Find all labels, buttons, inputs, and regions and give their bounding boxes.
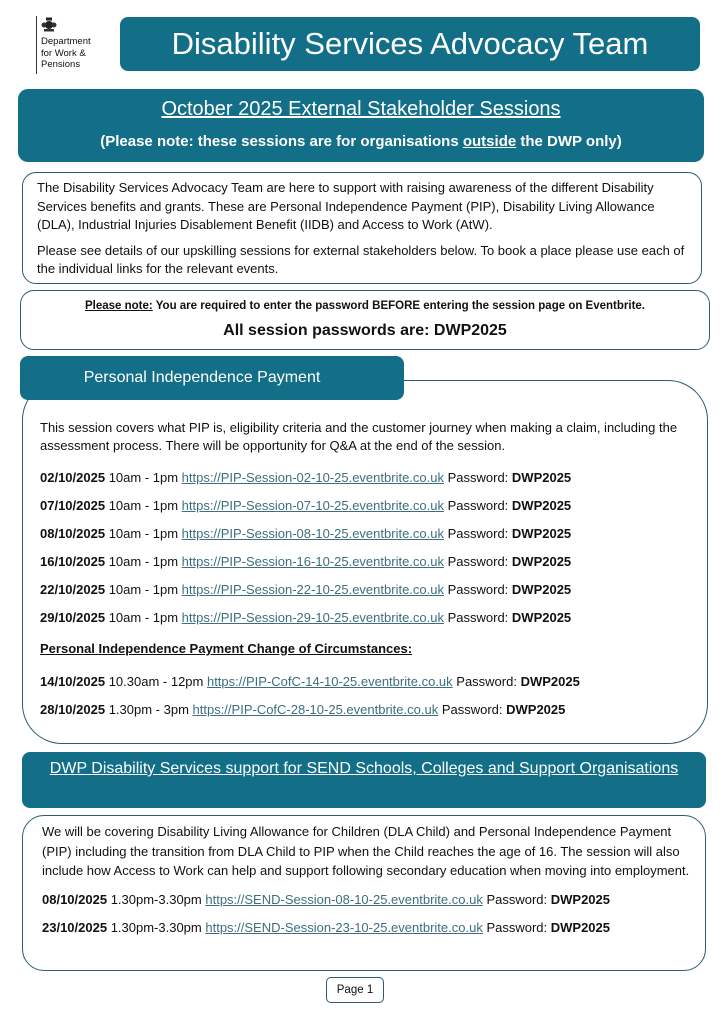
sessions-banner: [18, 89, 704, 162]
password-note-label: Please note:: [84, 300, 153, 312]
session-password: DWP2025: [550, 891, 610, 907]
session-date: 07/10/2025: [40, 498, 106, 513]
password-label: Password:: [443, 498, 512, 513]
session-link[interactable]: https://PIP-Session-16-10-25.eventbrite.co.uk: [181, 554, 444, 569]
password-label: Password:: [443, 470, 512, 485]
logo-divider: [36, 16, 37, 74]
send-content: [42, 822, 692, 942]
intro-paragraph: The Disability Services Advocacy Team are here to support with raising awareness of the different Disability Services benefits and grants. These are Personal Independence Payment (PIP), Disability Living Allowance (DLA), Industrial Injuries Disablement Benefit (IIDB) and Access to Work (AtW).: [37, 180, 655, 232]
session-date: 16/10/2025: [40, 554, 106, 569]
session-link[interactable]: https://SEND-Session-08-10-25.eventbrite.co.uk: [205, 891, 483, 907]
banner-note-prefix: (Please note: these sessions are for organisations: [100, 133, 463, 150]
session-time: 10am - 1pm: [105, 554, 182, 569]
session-link[interactable]: https://SEND-Session-23-10-25.eventbrite.co.uk: [205, 919, 483, 935]
session-password: DWP2025: [511, 554, 572, 569]
session-row: [40, 696, 690, 724]
page-title: Disability Services Advocacy Team: [120, 17, 700, 71]
session-time: 10.30am - 12pm: [105, 674, 207, 689]
intro-panel: [22, 172, 702, 284]
session-date: 23/10/2025: [42, 919, 108, 935]
password-label: Password:: [438, 702, 507, 717]
all-passwords: All session passwords are: DWP2025: [223, 322, 507, 339]
session-password: DWP2025: [520, 674, 580, 689]
session-time: 1.30pm-3.30pm: [107, 891, 206, 907]
session-time: 1.30pm - 3pm: [105, 702, 193, 717]
password-label: Password:: [443, 554, 512, 569]
session-time: 10am - 1pm: [105, 470, 182, 485]
cofc-heading: Personal Independence Payment Change of Circumstances:: [40, 641, 413, 656]
banner-note-emphasis: outside: [462, 133, 517, 150]
password-label: Password:: [443, 582, 512, 597]
session-time: 10am - 1pm: [105, 610, 182, 625]
session-password: DWP2025: [511, 610, 572, 625]
pip-session-list: [40, 464, 690, 632]
logo-text: Department for Work & Pensions: [41, 36, 91, 70]
session-date: 14/10/2025: [40, 674, 106, 689]
session-date: 22/10/2025: [40, 582, 106, 597]
session-link[interactable]: https://PIP-Session-08-10-25.eventbrite.co.uk: [181, 526, 444, 541]
session-password: DWP2025: [506, 702, 566, 717]
session-link[interactable]: https://PIP-Session-02-10-25.eventbrite.co.uk: [181, 470, 444, 485]
royal-crest-icon: [41, 17, 57, 33]
password-label: Password:: [482, 919, 551, 935]
session-time: 1.30pm-3.30pm: [107, 919, 206, 935]
pip-description: This session covers what PIP is, eligibility criteria and the customer journey when making a claim, including the assessment process. There will be opportunity for Q&A at the end of the session.: [40, 420, 678, 453]
page-number: Page 1: [326, 977, 384, 1003]
dwp-logo: [36, 16, 116, 78]
session-link[interactable]: https://PIP-CofC-14-10-25.eventbrite.co.uk: [206, 674, 453, 689]
session-row: [42, 914, 692, 942]
session-password: DWP2025: [550, 919, 610, 935]
session-row: [40, 492, 690, 520]
session-date: 08/10/2025: [42, 891, 108, 907]
session-time: 10am - 1pm: [105, 498, 182, 513]
session-time: 10am - 1pm: [105, 526, 182, 541]
send-session-list: [42, 886, 692, 942]
session-password: DWP2025: [511, 470, 572, 485]
session-row: [40, 464, 690, 492]
send-heading: DWP Disability Services support for SEND Schools, Colleges and Support Organisations: [49, 760, 679, 777]
password-label: Password:: [452, 674, 521, 689]
password-label: Password:: [482, 891, 551, 907]
password-label: Password:: [443, 610, 512, 625]
password-note-text: You are required to enter the password BEFORE entering the session page on Eventbrite.: [152, 300, 645, 312]
session-row: [42, 886, 692, 914]
session-link[interactable]: https://PIP-Session-22-10-25.eventbrite.co.uk: [181, 582, 444, 597]
pip-section-tab: Personal Independence Payment: [20, 356, 404, 400]
pip-content: [40, 419, 690, 724]
session-link[interactable]: https://PIP-Session-29-10-25.eventbrite.co.uk: [181, 610, 444, 625]
cofc-session-list: [40, 668, 690, 724]
session-password: DWP2025: [511, 498, 572, 513]
banner-heading: October 2025 External Stakeholder Sessions: [161, 98, 561, 120]
session-password: DWP2025: [511, 582, 572, 597]
session-row: [40, 604, 690, 632]
session-row: [40, 520, 690, 548]
session-date: 02/10/2025: [40, 470, 106, 485]
session-row: [40, 668, 690, 696]
session-link[interactable]: https://PIP-Session-07-10-25.eventbrite.co.uk: [181, 498, 444, 513]
send-description: We will be covering Disability Living Allowance for Children (DLA Child) and Personal Independence Payment (PIP) including the transition from DLA Child to PIP when the Child reaches the age of 16. The session will also include how Access to Work can help and support following secondary education when moving into employment.: [42, 824, 690, 878]
intro-paragraph: Please see details of our upskilling sessions for external stakeholders below. To book a place please use each of the individual links for the relevant events.: [37, 242, 685, 276]
send-section-header: [22, 752, 706, 808]
session-date: 28/10/2025: [40, 702, 106, 717]
session-password: DWP2025: [511, 526, 572, 541]
banner-note-suffix: the DWP only): [516, 133, 622, 150]
banner-note: [18, 133, 704, 150]
session-link[interactable]: https://PIP-CofC-28-10-25.eventbrite.co.uk: [192, 702, 439, 717]
session-row: [40, 548, 690, 576]
session-date: 29/10/2025: [40, 610, 106, 625]
password-label: Password:: [443, 526, 512, 541]
session-row: [40, 576, 690, 604]
session-time: 10am - 1pm: [105, 582, 182, 597]
session-date: 08/10/2025: [40, 526, 106, 541]
password-notice: [20, 290, 710, 350]
